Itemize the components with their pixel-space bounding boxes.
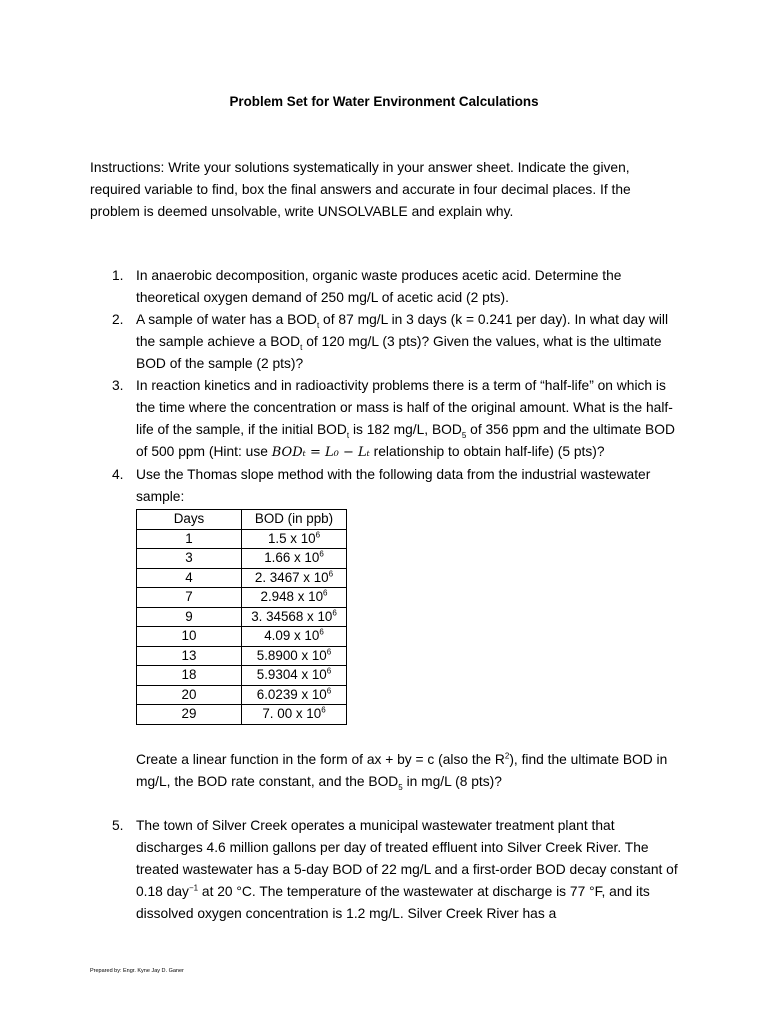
table-header-row	[137, 510, 347, 530]
bod-cell: 5.9304 x $10^6$	[242, 666, 347, 686]
instructions: Instructions: Write your solutions systematically in your answer sheet. Indicate the given, required variable to find, box the final answers and accurate in four decimal places. If the problem is deemed unsolvable, write UNSOLVABLE and explain why.	[90, 160, 631, 219]
problem-text: In reaction kinetics and in radioactivity problems there is a term of “half-life” on which is the time where the concentration or mass is half of the original amount. What is the half-life of the sample, if the initial $BOD_t$ is 182 mg/L, $BOD_5$ of 356 ppm and the ultimate BOD of 500 ppm (Hint: use BODₜ = L₀ − Lₜ relationship to obtain half-life) (5 pts)?	[136, 378, 675, 460]
day-cell: 13	[137, 646, 242, 666]
bod-cell: 1.5 x $10^6$	[242, 529, 347, 549]
bod-cell: 7. 00 x $10^6$	[242, 705, 347, 725]
day-cell: 10	[137, 627, 242, 647]
column-header-days: Days	[137, 510, 242, 530]
problem-text: The town of Silver Creek operates a municipal wastewater treatment plant that discharges 4.6 million gallons per day of treated effluent into Silver Creek River. The treated wastewater has a 5-day BOD of 22 mg/L and a first-order BOD decay constant of 0.18 day$^{-1}$ at 20 °C. The temperature of the wastewater at discharge is 77 °F, and its dissolved oxygen concentration is 1.2 mg/L. Silver Creek River has a	[136, 817, 678, 921]
problem-number: 2.	[112, 312, 124, 327]
bod-cell: 6.0239 x $10^6$	[242, 685, 347, 705]
day-cell: 1	[137, 529, 242, 549]
bod-cell: 2. 3467 x $10^6$	[242, 568, 347, 588]
bod-cell: 2.948 x $10^6$	[242, 588, 347, 608]
bod-cell: 1.66 x $10^6$	[242, 549, 347, 569]
day-cell: 7	[137, 588, 242, 608]
problem-number: 3.	[112, 378, 124, 393]
table-row	[137, 666, 347, 686]
bod-cell: 5.8900 x $10^6$	[242, 646, 347, 666]
problem-1	[112, 265, 682, 309]
footer-credit: Prepared by: Engr. Kyne Jay D. Ganer	[90, 968, 184, 974]
problem-number: 5.	[112, 817, 124, 833]
table-row	[137, 646, 347, 666]
table-row	[137, 549, 347, 569]
problem-question: Create a linear function in the form of ax + by = c (also the $R^2$), find the ultimate BOD in mg/L, the BOD rate constant, and the $BOD_5$ in mg/L (8 pts)?	[136, 750, 668, 792]
column-header-bod: BOD (in ppb)	[242, 510, 347, 530]
problem-text	[136, 464, 682, 793]
table-row	[137, 627, 347, 647]
problem-5	[112, 815, 682, 925]
day-cell: 4	[137, 568, 242, 588]
bod-formula: BODₜ = L₀ − Lₜ	[271, 445, 370, 460]
bod-data-table	[136, 509, 347, 725]
table-row	[137, 588, 347, 608]
problem-list	[112, 265, 682, 925]
table-row	[137, 568, 347, 588]
problem-text: A sample of water has a $BOD_t$ of 87 mg/L in 3 days (k = 0.241 per day). In what day will the sample achieve a $BOD_t$ of 120 mg/L (3 pts)? Given the values, what is the ultimate BOD of the sample (2 pts)?	[136, 312, 669, 371]
problem-number: 4.	[112, 467, 124, 482]
table-row	[137, 529, 347, 549]
problem-3	[112, 375, 682, 464]
page-title: Problem Set for Water Environment Calculations	[229, 94, 539, 109]
day-cell: 3	[137, 549, 242, 569]
day-cell: 29	[137, 705, 242, 725]
problem-text: In anaerobic decomposition, organic waste produces acetic acid. Determine the theoretical oxygen demand of 250 mg/L of acetic acid (2 pts).	[136, 268, 622, 305]
day-cell: 18	[137, 666, 242, 686]
problem-4	[112, 464, 682, 793]
table-row	[137, 607, 347, 627]
bod-cell: 3. 34568 x $10^6$	[242, 607, 347, 627]
problem-number: 1.	[112, 268, 124, 283]
problem-2	[112, 309, 682, 375]
table-row	[137, 685, 347, 705]
day-cell: 9	[137, 607, 242, 627]
problem-intro: Use the Thomas slope method with the following data from the industrial wastewater sample:	[136, 467, 651, 504]
day-cell: 20	[137, 685, 242, 705]
table-row	[137, 705, 347, 725]
bod-cell: 4.09 x $10^6$	[242, 627, 347, 647]
